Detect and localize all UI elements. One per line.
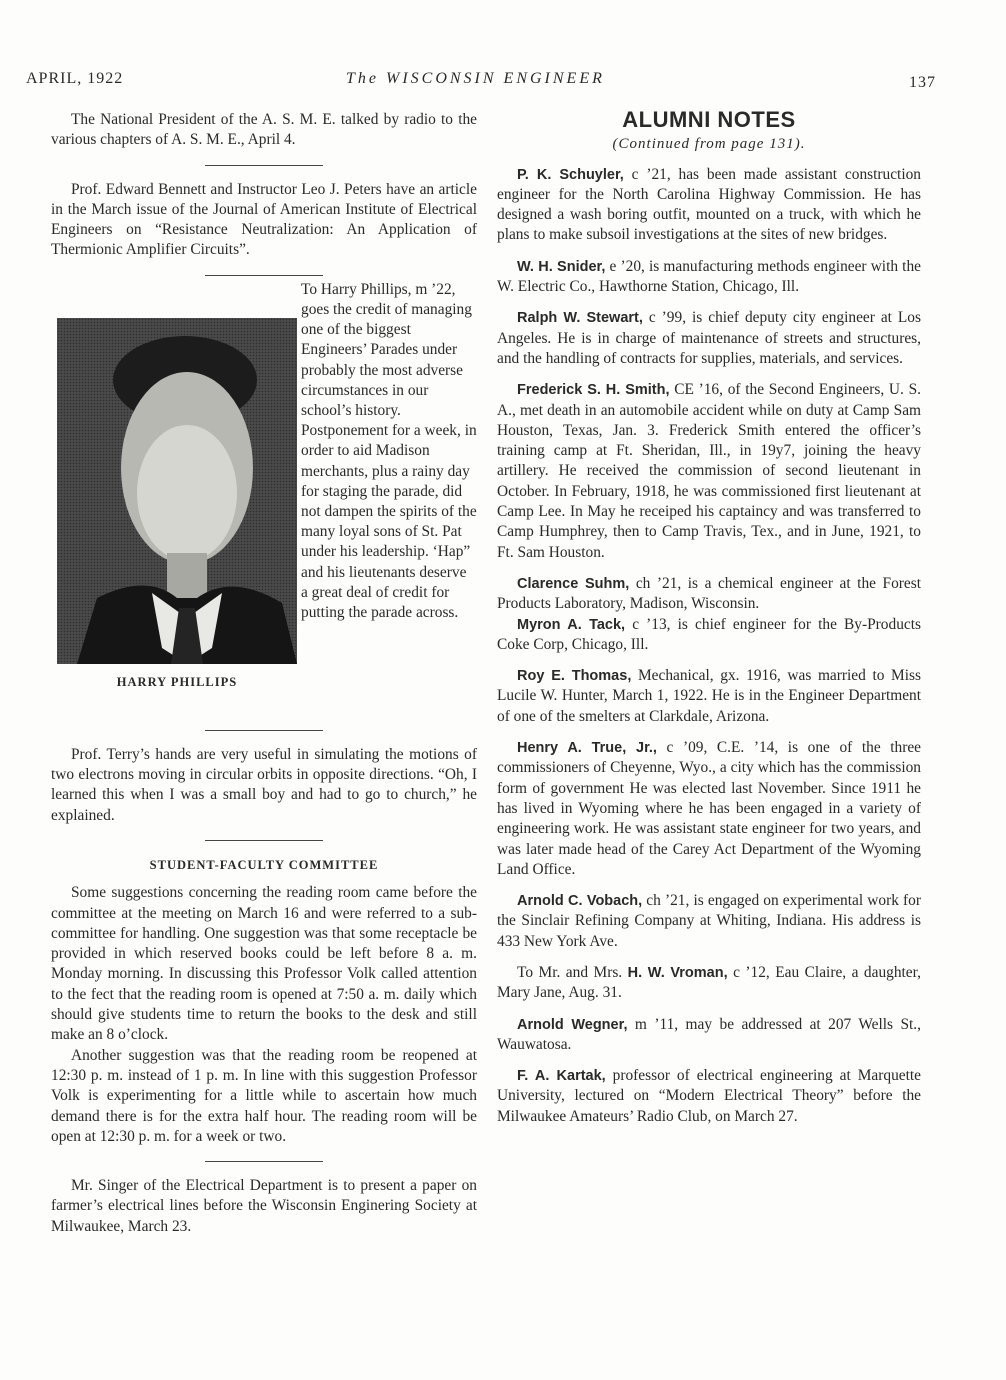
note-text: ch ’21, is a chemical engineer at the Forest Products Laboratory, Madison, Wisconsin. (497, 574, 921, 613)
note-text: Mechanical, gx. 1916, was married to Miss Lucile W. Hunter, March 1, 1922. He is in the Engineer Department of one of the smelters at Clarkdale, Arizona. (497, 667, 921, 725)
section-heading: STUDENT-FACULTY COMMITTEE (149, 857, 379, 872)
photo-caption: HARRY PHILLIPS (116, 674, 238, 689)
paragraph-terry: Prof. Terry’s hands are very useful in simulating the motions of two electrons moving in circular orbits in opposite directions. “Oh, I learned this when I was a small boy and had to go to church,” he explained. (51, 745, 477, 824)
note-text: m ’11, may be addressed at 207 Wells St., Wauwatosa. (497, 1015, 921, 1053)
alumni-name: Myron A. Tack, (517, 616, 626, 633)
issue-date: APRIL, 1922 (26, 70, 124, 87)
right-column (497, 107, 921, 1138)
left-column (51, 110, 477, 1237)
page-number: 137 (909, 74, 936, 91)
alumni-note (497, 308, 921, 369)
alumni-notes-list (497, 1015, 921, 1127)
alumni-name: Frederick S. H. Smith, (517, 382, 670, 399)
note-text: c ’99, is chief deputy city engineer at Los Angeles. He is in charge of maintenance of streets and structures, and the handling of contracts for supplies, materials, and services. (497, 309, 921, 367)
alumni-name: Ralph W. Stewart, (517, 310, 643, 327)
alumni-note (497, 738, 921, 880)
note-text: e ’20, is manufacturing methods engineer with the W. Electric Co., Hawthorne Station, Chicago, Ill. (497, 257, 921, 296)
paragraph-phillips: To Harry Phillips, m ’22, goes the credit of managing one of the biggest Engineers’ Parades under probably the most adverse circumstances in our school’s history. Postponement for a week, in order to aid Madison merchants, plus a rainy day for staging the parade, did not dampen the spirits of the many loyal sons of St. Pat under his leadership. ‘Hap” and his lieutenants deserve a great deal of credit for putting the parade across. (301, 280, 477, 622)
alumni-name: Arnold Wegner, (517, 1016, 628, 1033)
note-text: c ’13, is chief engineer for the By-Products Coke Corp, Chicago, Ill. (497, 615, 921, 653)
paragraph-bennett: Prof. Edward Bennett and Instructor Leo J. Peters have an article in the March issue of the Journal of American Institute of Electrical Engineers on “Resistance Neutralization: An Application of Thermionic Amplifier Circuits”. (51, 180, 477, 259)
running-header (26, 70, 936, 92)
alumni-name: W. H. Snider, (517, 258, 606, 275)
masthead: The WISCONSIN ENGINEER (346, 70, 605, 87)
phillips-feature (51, 280, 477, 728)
note-text: CE ’16, of the Second Engineers, U. S. A., met death in an automobile accident while on duty at Camp Sam Houston, Texas, Jan. 3. Frederick Smith entered the officer’s training camp at Ft. Sheridan, Ill., in 19y7, joining the heavy artillery. He received the commission of second lieutenant in October. In February, 1918, he was commissioned first lieutenant at Camp Lee. In May he receiped his captaincy and was transferred to Camp Humphrey, then to Camp Travis, Tex., and in June, 1921, to Ft. Sam Houston. (497, 381, 921, 561)
alumni-name: Roy E. Thomas, (517, 668, 632, 685)
alumni-note (497, 165, 921, 246)
note-text: To Mr. and Mrs. (517, 963, 628, 981)
alumni-name: Arnold C. Vobach, (517, 893, 643, 910)
note-text: c ’21, has been made assistant construction engineer for the North Carolina Highway Commission. He has designed a wash boring outfit, mounted on a truck, with which he plans to make subsoil investigations at the sites of new bridges. (497, 165, 921, 244)
alumni-note (497, 574, 921, 615)
paragraph-committee-2: Another suggestion was that the reading room be reopened at 12:30 p. m. instead of 1 p. m. In line with this suggestion Professor Volk is experimenting for a little while to ascertain how much demand there is for the extra half hour. The reading room will be open at 12:30 p. m. for a week or two. (51, 1046, 477, 1145)
note-text: c ’12, Eau Claire, a daughter, Mary Jane, Aug. 31. (497, 963, 921, 1002)
alumni-note (497, 1066, 921, 1127)
divider (205, 1161, 323, 1162)
paragraph-singer: Mr. Singer of the Electrical Department is to present a paper on farmer’s electrical lines before the Wisconsin Enginering Society at Milwaukee, March 23. (51, 1177, 477, 1235)
alumni-name: Clarence Suhm, (517, 575, 630, 592)
note-text: professor of electrical engineering at Marquette University, lectured on “Modern Electrical Theory” before the Milwaukee Amateurs’ Radio Club, on March 27. (497, 1067, 921, 1125)
alumni-note (497, 615, 921, 656)
alumni-note (497, 891, 921, 952)
alumni-note (497, 257, 921, 298)
alumni-note (497, 380, 921, 563)
alumni-name: Henry A. True, Jr., (517, 740, 657, 757)
divider (205, 275, 323, 276)
divider (205, 730, 323, 731)
section-title: ALUMNI NOTES (622, 107, 796, 132)
divider (205, 840, 323, 841)
alumni-name: F. A. Kartak, (517, 1068, 606, 1085)
note-text: ch ’21, is engaged on experimental work for the Sinclair Refining Company at Whiting, Indiana. His address is 433 New York Ave. (497, 892, 921, 950)
paragraph-committee-1: Some suggestions concerning the reading room came before the committee at the meeting on March 16 and were referred to a sub-committee for handling. One suggestion was that some receptacle be provided in which reserved books could be left before 8 a. m. Monday morning. In discussing this Professor Volk called attention to the fect that the reading room is opened at 7:50 a. m. daily which should give students time to return the books to the desk and still make an 8 o’clock. (51, 884, 477, 1044)
paragraph-asme: The National President of the A. S. M. E. talked by radio to the various chapters of A. S. M. E., April 4. (51, 111, 477, 149)
alumni-name: P. K. Schuyler, (517, 166, 624, 183)
alumni-name: H. W. Vroman, (627, 964, 728, 981)
portrait-photo (57, 318, 297, 664)
alumni-notes-list (497, 165, 921, 952)
note-text: c ’09, C.E. ’14, is one of the three commissioners of Cheyenne, Wyo., a city which has the commission form of government He was elected last November. Since 1911 he has lived in Wyoming where he has been engaged in a variety of engineering work. He was assistant state engineer for two years, and was later made head of the Carey Act Department of the Wyoming Land Office. (497, 739, 921, 878)
section-subtitle: (Continued from page 131). (612, 136, 806, 153)
alumni-note (497, 666, 921, 727)
alumni-note (497, 1015, 921, 1056)
alumni-note (497, 963, 921, 1004)
divider (205, 165, 323, 166)
